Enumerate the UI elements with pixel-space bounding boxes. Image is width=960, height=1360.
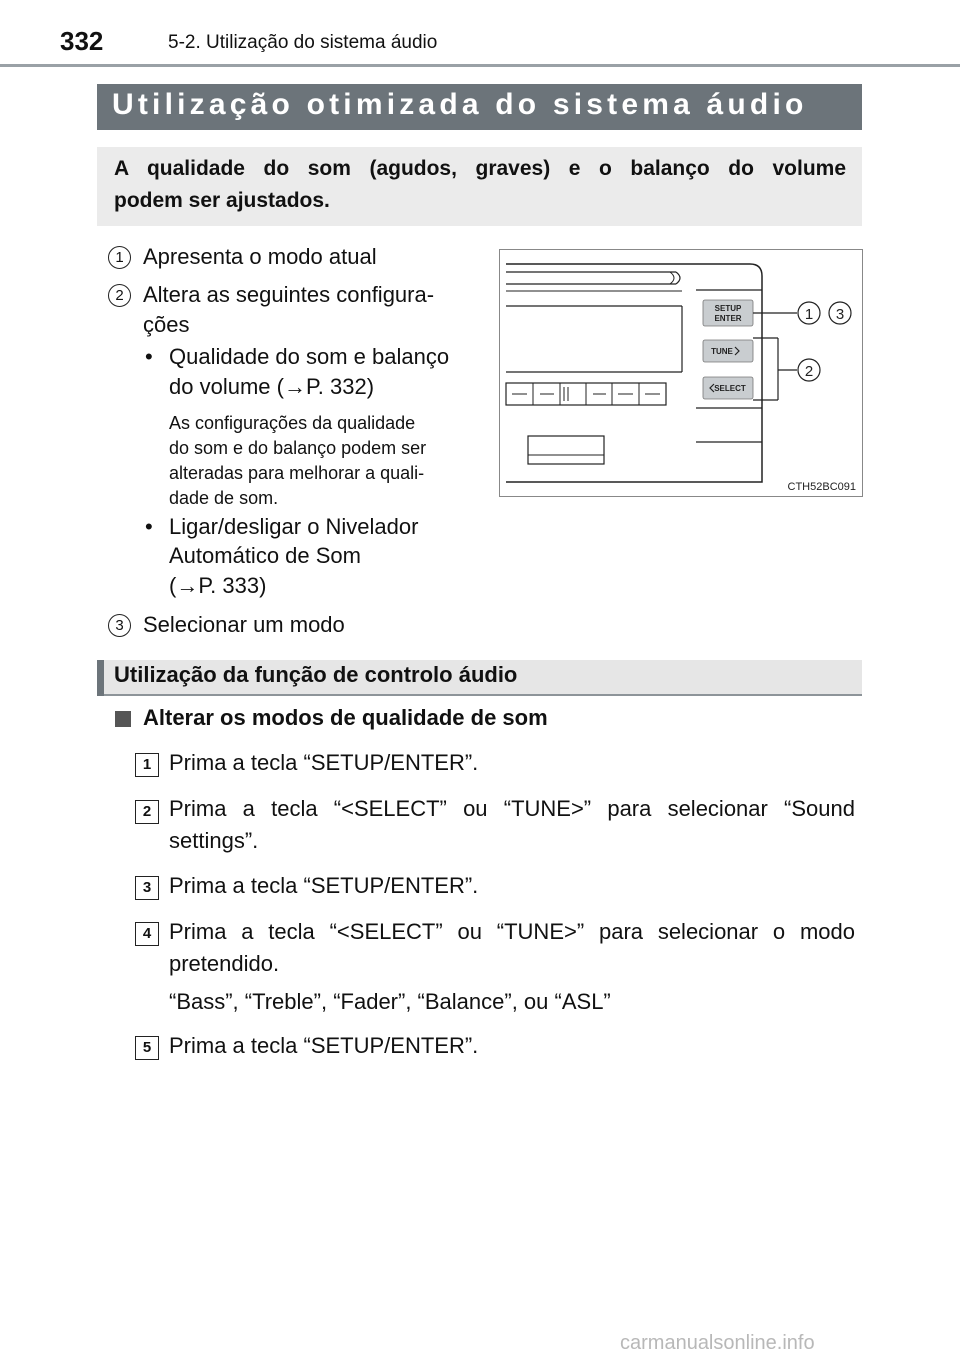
step-4-text-line-2: pretendido. bbox=[169, 951, 280, 976]
section-accent bbox=[97, 660, 104, 696]
figure-code: CTH52BC091 bbox=[787, 481, 856, 493]
bullet-2-line-2: Automático de Som bbox=[169, 543, 361, 568]
sub-heading: Alterar os modos de qualidade de som bbox=[143, 705, 548, 730]
section-main-title: Utilização otimizada do sistema áudio bbox=[112, 88, 808, 121]
callout-number-2: 2 bbox=[108, 284, 131, 307]
step-1-text: Prima a tecla “SETUP/ENTER”. bbox=[169, 750, 479, 775]
bullet-1-line-2: do volume (→P. 332) bbox=[169, 374, 375, 399]
step-2-text-line-2: settings”. bbox=[169, 828, 259, 853]
step-4-options: “Bass”, “Treble”, “Fader”, “Balance”, ou “ASL” bbox=[169, 989, 611, 1014]
chapter-title: 5-2. Utilização do sistema áudio bbox=[168, 32, 438, 53]
callout-number-3: 3 bbox=[108, 614, 131, 637]
figure-callout-3: 3 bbox=[835, 306, 845, 323]
intro-line-2: podem ser ajustados. bbox=[114, 189, 330, 212]
callout-text-2b: ções bbox=[143, 312, 190, 337]
header-rule bbox=[0, 64, 960, 67]
step-4-text-line-1: Prima a tecla “<SELECT” ou “TUNE>” para selecionar o modo bbox=[169, 919, 855, 944]
step-number-4: 4 bbox=[135, 922, 159, 946]
bullet-2-line-1: Ligar/desligar o Nivelador bbox=[169, 514, 419, 539]
tune-label: TUNE bbox=[711, 347, 733, 356]
step-number-3: 3 bbox=[135, 876, 159, 900]
step-number-2: 2 bbox=[135, 800, 159, 824]
step-5-text: Prima a tecla “SETUP/ENTER”. bbox=[169, 1033, 479, 1058]
section-title: Utilização da função de controlo áudio bbox=[114, 662, 518, 687]
setup-label: SETUP bbox=[714, 304, 742, 313]
bullet-mark-1: • bbox=[145, 344, 153, 369]
step-2-text-line-1: Prima a tecla “<SELECT” ou “TUNE>” para selecionar “Sound bbox=[169, 796, 855, 821]
enter-label: ENTER bbox=[714, 314, 742, 323]
callout-text-3: Selecionar um modo bbox=[143, 612, 345, 637]
square-bullet-icon bbox=[115, 711, 131, 727]
audio-unit-figure bbox=[499, 249, 863, 497]
step-number-5: 5 bbox=[135, 1036, 159, 1060]
step-3-text: Prima a tecla “SETUP/ENTER”. bbox=[169, 873, 479, 898]
step-number-1: 1 bbox=[135, 753, 159, 777]
bullet-mark-2: • bbox=[145, 514, 153, 539]
note-line-3: alteradas para melhorar a quali- bbox=[169, 463, 425, 483]
note-line-2: do som e do balanço podem ser bbox=[169, 438, 427, 458]
figure-callout-2: 2 bbox=[804, 363, 814, 380]
watermark: carmanualsonline.info bbox=[620, 1332, 815, 1354]
select-label: SELECT bbox=[714, 384, 746, 393]
callout-text-2a: Altera as seguintes configura- bbox=[143, 282, 435, 307]
callout-number-1: 1 bbox=[108, 246, 131, 269]
note-line-4: dade de som. bbox=[169, 488, 279, 508]
audio-unit-drawing bbox=[500, 250, 862, 496]
figure-callout-1: 1 bbox=[804, 306, 814, 323]
intro-line-1: A qualidade do som (agudos, graves) e o balanço do volume bbox=[114, 157, 846, 180]
page-number: 332 bbox=[60, 26, 104, 56]
note-line-1: As configurações da qualidade bbox=[169, 413, 416, 433]
bullet-1-line-1: Qualidade do som e balanço bbox=[169, 344, 450, 369]
bullet-2-line-3: (→P. 333) bbox=[169, 573, 267, 598]
callout-text-1: Apresenta o modo atual bbox=[143, 244, 377, 269]
